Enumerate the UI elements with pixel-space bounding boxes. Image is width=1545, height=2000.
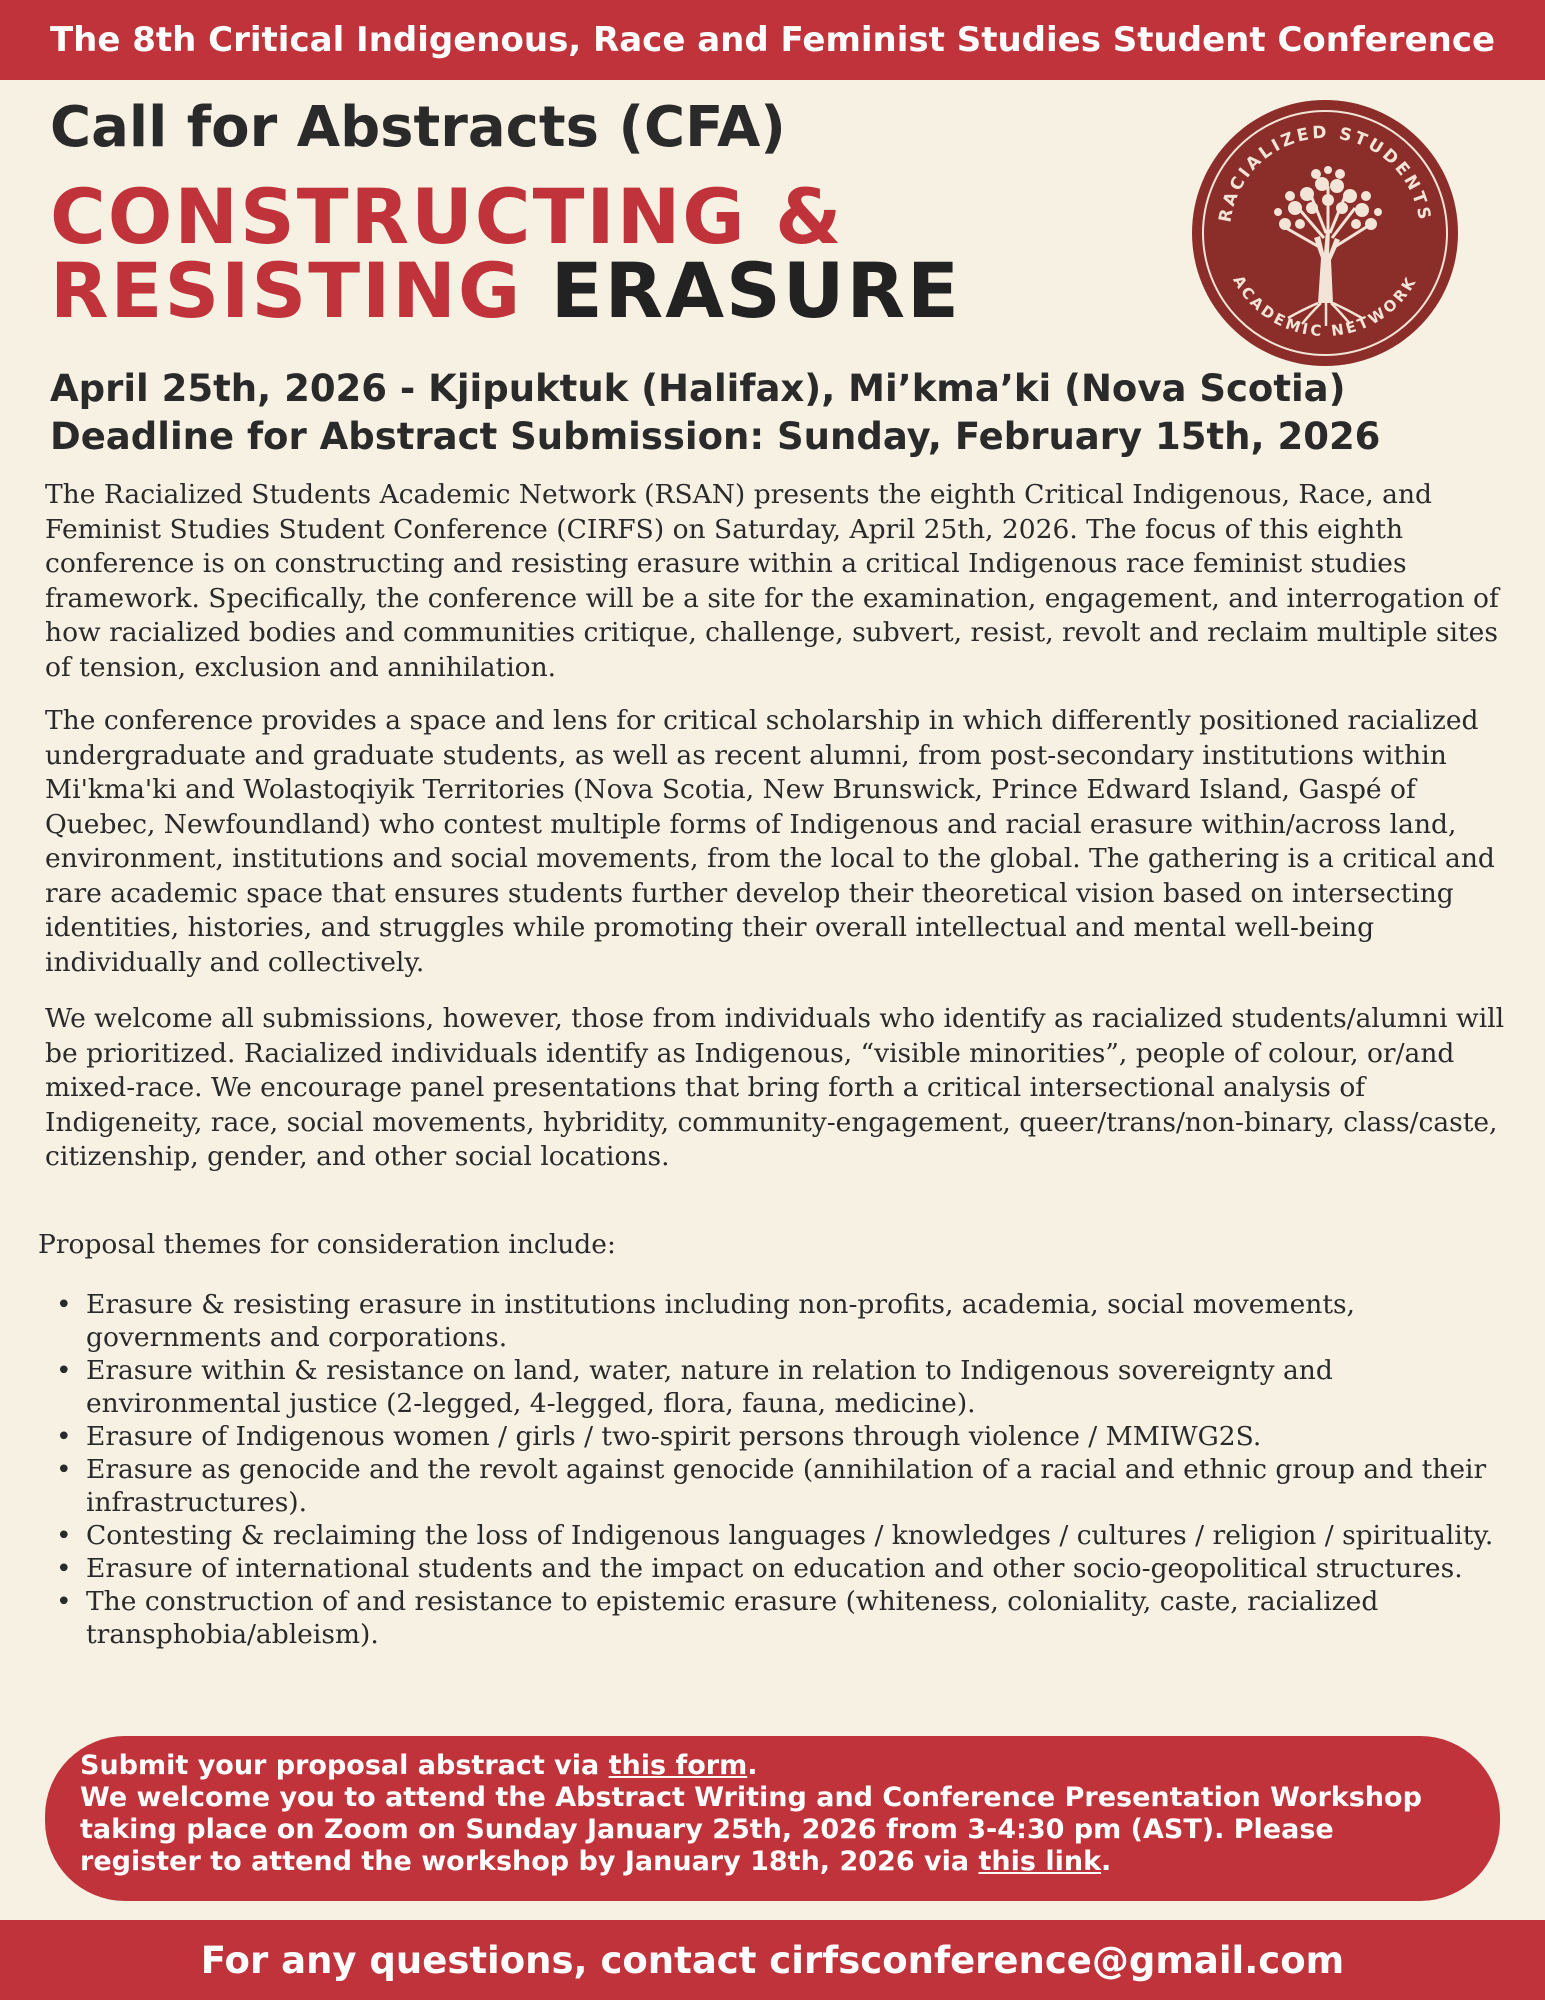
bullet-icon: •	[56, 1421, 72, 1452]
form-link[interactable]: this form	[608, 1750, 748, 1781]
contact-email: For any questions, contact cirfsconference@gmail.com	[200, 1938, 1345, 1982]
list-item: • Erasure & resisting erasure in institutions including non-profits, academia, social movements, governments and corporations.	[56, 1289, 1355, 1353]
cfa-title: Call for Abstracts (CFA)	[50, 95, 786, 160]
headline	[50, 172, 961, 335]
scope-paragraph: The conference provides a space and lens for critical scholarship in which differently positioned racialized undergraduate and graduate students, as well as recent alumni, from post-secondary institutions within Mi'kma'ki and Wolastoqiyik Territories (Nova Scotia, New Brunswick, Prince Edward Island, Gaspé of Quebec, Newfoundland) who contest multiple forms of Indigenous and racial erasure within/across land, environment, institutions and social movements, from the local to the global. The gathering is a critical and rare academic space that ensures students further develop their theoretical vision based on intersecting identities, histories, and struggles while promoting their overall intellectual and mental well-being individually and collectively.	[45, 705, 1495, 978]
bullet-icon: •	[56, 1289, 72, 1320]
list-item: • The construction of and resistance to epistemic erasure (whiteness, coloniality, caste, racialized transphobia/ableism).	[56, 1586, 1379, 1650]
list-item: • Erasure of Indigenous women / girls / two-spirit persons through violence / MMIWG2S.	[56, 1421, 1262, 1452]
workshop-line-3: register to attend the workshop by January 18th, 2026 via this link.	[80, 1846, 1112, 1877]
submit-callout	[45, 1736, 1500, 1901]
footer-banner	[0, 1920, 1545, 2000]
top-banner	[0, 0, 1545, 80]
headline-line-1: CONSTRUCTING &	[50, 172, 844, 261]
list-item: • Erasure of international students and the impact on education and other socio-geopolitical structures.	[56, 1553, 1463, 1584]
bullet-icon: •	[56, 1454, 72, 1485]
themes-intro: Proposal themes for consideration include:	[38, 1229, 616, 1260]
workshop-line-2: taking place on Zoom on Sunday January 25th, 2026 from 3-4:30 pm (AST). Please	[80, 1814, 1334, 1845]
bullet-icon: •	[56, 1520, 72, 1551]
headline-line-2	[50, 246, 961, 335]
list-item: • Contesting & reclaiming the loss of Indigenous languages / knowledges / cultures / religion / spirituality.	[56, 1520, 1494, 1551]
headline-resisting: RESISTING	[50, 246, 523, 335]
list-item: • Erasure as genocide and the revolt against genocide (annihilation of a racial and ethnic group and their infrastructures).	[56, 1454, 1487, 1518]
event-details	[50, 365, 1380, 461]
logo-text-top: RACIALIZED STUDENTS	[1215, 122, 1435, 224]
workshop-line-1: We welcome you to attend the Abstract Writing and Conference Presentation Workshop	[80, 1782, 1422, 1813]
submission-deadline: Deadline for Abstract Submission: Sunday, February 15th, 2026	[50, 415, 1381, 458]
intro-paragraph: The Racialized Students Academic Network (RSAN) presents the eighth Critical Indigenous, Race, and Feminist Studies Student Conference (CIRFS) on Saturday, April 25th, 2026. The focus of this eighth conference is on constructing and resisting erasure within a critical Indigenous race feminist studies framework. Specifically, the conference will be a site for the examination, engagement, and interrogation of how racialized bodies and communities critique, challenge, subvert, resist, revolt and reclaim multiple sites of tension, exclusion and annihilation.	[45, 479, 1499, 683]
bullet-icon: •	[56, 1355, 72, 1386]
bullet-icon: •	[56, 1553, 72, 1584]
workshop-register-link[interactable]: this link	[978, 1846, 1102, 1877]
bullet-icon: •	[56, 1586, 72, 1617]
themes-list	[40, 1288, 1510, 1651]
event-date-location: April 25th, 2026 - Kjipuktuk (Halifax), Mi’kma’ki (Nova Scotia)	[50, 367, 1346, 410]
headline-erasure: ERASURE	[550, 246, 961, 335]
logo-text-bottom: ACADEMIC NETWORK	[1229, 272, 1421, 341]
list-item: • Erasure within & resistance on land, water, nature in relation to Indigenous sovereignty and environmental justice (2-legged, 4-legged, flora, fauna, medicine).	[56, 1355, 1333, 1419]
conference-title: The 8th Critical Indigenous, Race and Feminist Studies Student Conference	[49, 20, 1496, 60]
submissions-paragraph: We welcome all submissions, however, those from individuals who identify as racialized students/alumni will be prioritized. Racialized individuals identify as Indigenous, “visible minorities”, people of colour, or/and mixed-race. We encourage panel presentations that bring forth a critical intersectional analysis of Indigeneity, race, social movements, hybridity, community-engagement, queer/trans/non-binary, class/caste, citizenship, gender, and other social locations.	[45, 1003, 1505, 1172]
submit-line-1: Submit your proposal abstract via this form.	[80, 1750, 758, 1781]
rsan-logo	[1190, 98, 1460, 368]
